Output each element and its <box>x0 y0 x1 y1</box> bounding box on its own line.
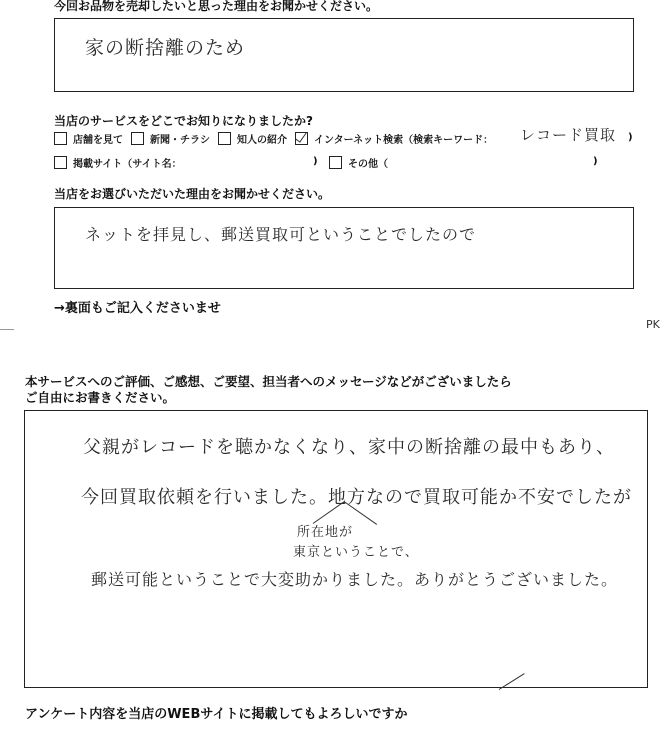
answer-box-why-chose[interactable] <box>54 207 634 289</box>
comments-insert-line1: 所在地が <box>297 525 354 540</box>
option-referral[interactable]: 知人の紹介 <box>218 131 287 146</box>
comments-answer-line2: 今回買取依頼を行いました。地方なので買取可能か不安でしたが <box>81 487 632 508</box>
comments-insert-line2: 東京ということで、 <box>293 545 419 560</box>
reverse-side-note: →裏面もご記入くださいませ <box>54 301 221 316</box>
option-newspaper[interactable]: 新聞・チラシ <box>131 131 210 146</box>
checkbox-internet[interactable] <box>295 132 308 145</box>
checkbox-other[interactable] <box>329 156 342 169</box>
checkbox-store[interactable] <box>54 132 67 145</box>
answer-box-reason-sell[interactable] <box>54 18 634 92</box>
listing-site-close-paren: ) <box>313 156 318 167</box>
page-code: PK <box>646 318 660 331</box>
option-other-row <box>329 155 396 170</box>
how-found-options-row2 <box>54 155 190 170</box>
checkbox-referral[interactable] <box>218 132 231 145</box>
question-reason-sell: 今回お品物を売却したいと思った理由をお聞かせください。 <box>54 0 379 13</box>
keyword-close-paren: ) <box>628 132 633 143</box>
footer-publish-question: アンケート内容を当店のWEBサイトに掲載してもよろしいですか <box>25 707 408 722</box>
answer-box-comments[interactable] <box>24 410 648 688</box>
option-listing-site[interactable]: 掲載サイト（サイト名： <box>54 155 182 170</box>
page-edge-line <box>0 329 14 330</box>
question-how-found: 当店のサービスをどこでお知りになりましたか? <box>54 114 313 128</box>
how-found-options-row1 <box>54 131 501 146</box>
question-why-chose: 当店をお選びいただいた理由をお聞かせください。 <box>54 187 331 201</box>
comments-answer-line3: 郵送可能ということで大変助かりました。ありがとうございました。 <box>91 570 619 589</box>
option-store[interactable]: 店舗を見て <box>54 131 123 146</box>
checkbox-newspaper[interactable] <box>131 132 144 145</box>
option-other[interactable]: その他（ <box>329 155 388 170</box>
keyword-answer: レコード買取 <box>520 126 617 144</box>
other-close-paren: ) <box>593 156 598 167</box>
answer-reason-sell: 家の断捨離のため <box>85 37 246 59</box>
option-internet[interactable]: インターネット検索（検索キーワード： <box>295 131 493 146</box>
checkbox-listing-site[interactable] <box>54 156 67 169</box>
comments-heading-line2: ご自由にお書きください。 <box>25 390 176 405</box>
answer-why-chose: ネットを拝見し、郵送買取可ということでしたので <box>85 225 477 244</box>
comments-answer-line1: 父親がレコードを聴かなくなり、家中の断捨離の最中もあり、 <box>83 437 615 458</box>
stray-pen-stroke <box>499 673 525 690</box>
comments-heading-line1: 本サービスへのご評価、ご感想、ご要望、担当者へのメッセージなどがございましたら <box>25 374 512 389</box>
